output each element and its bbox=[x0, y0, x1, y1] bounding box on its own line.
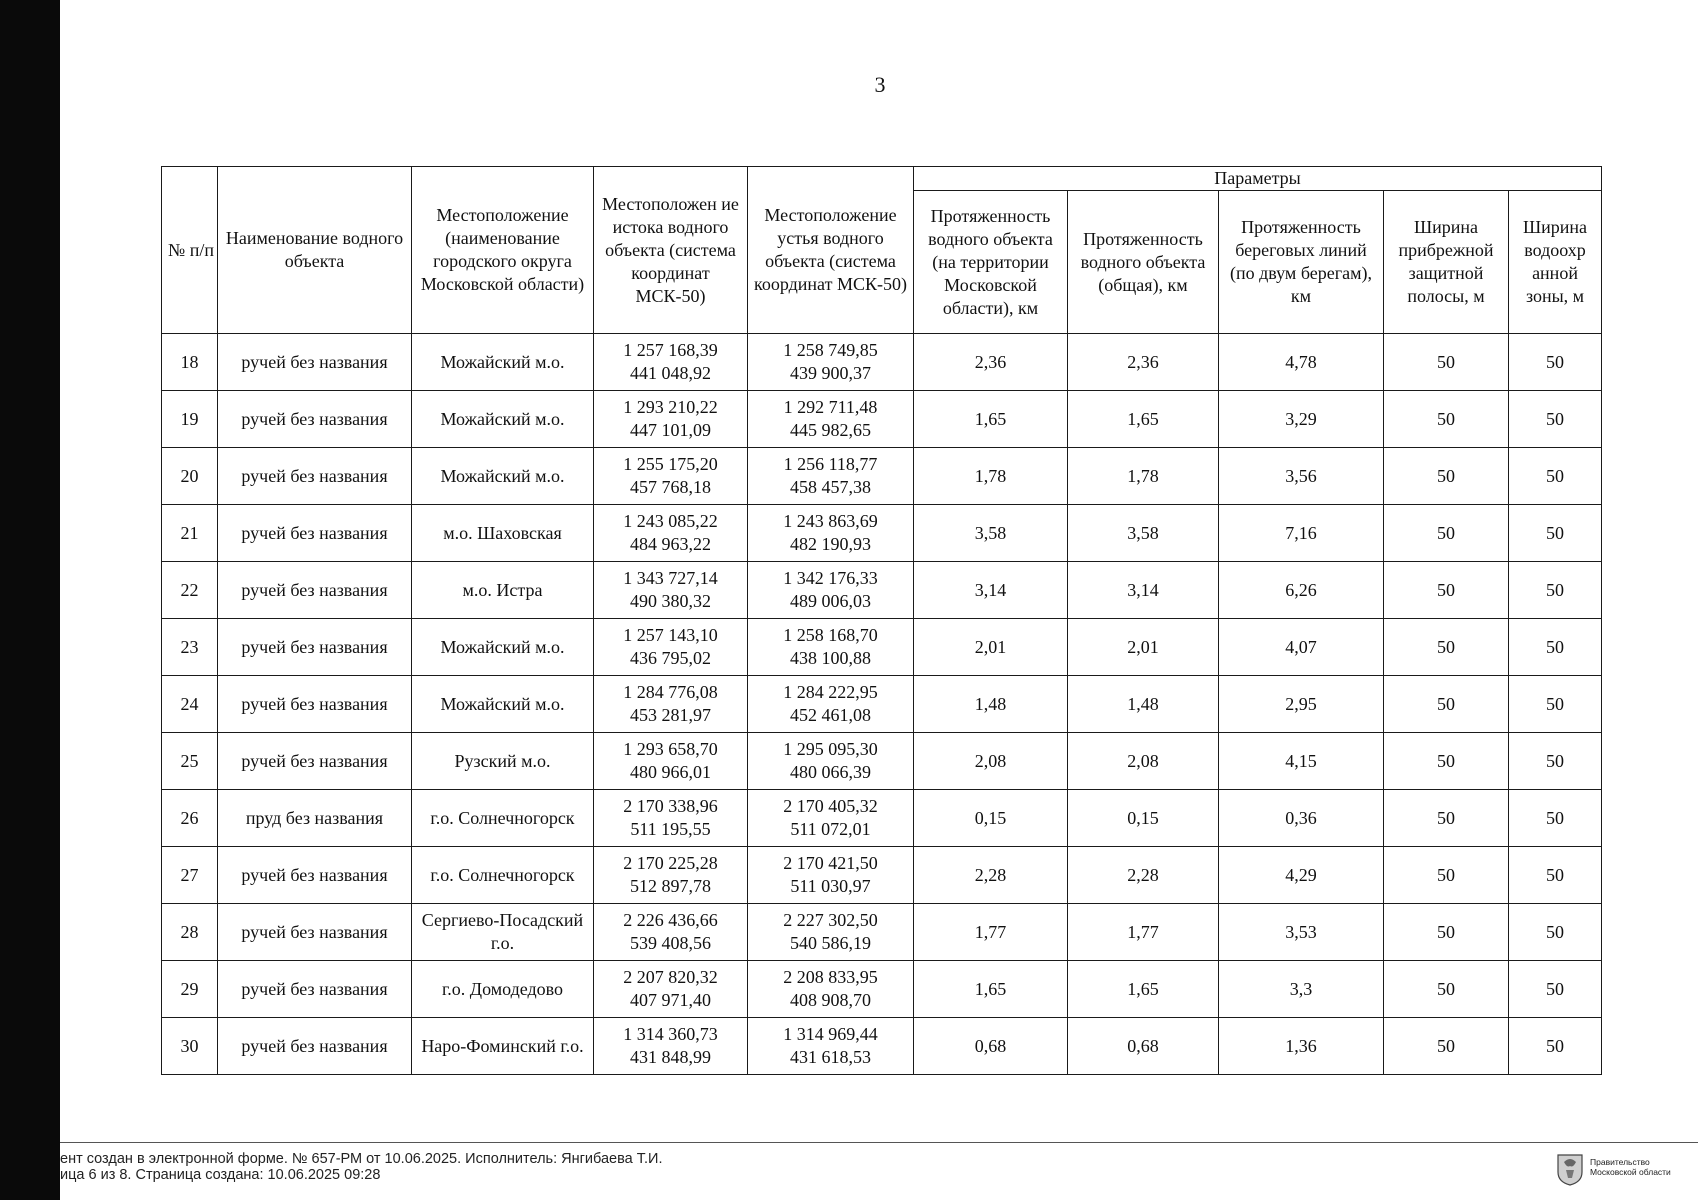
cell-shore-len: 3,3 bbox=[1219, 961, 1384, 1018]
mouth-y: 452 461,08 bbox=[790, 705, 871, 725]
source-y: 436 795,02 bbox=[630, 648, 711, 668]
cell-len-region: 1,65 bbox=[914, 961, 1068, 1018]
cell-mouth bbox=[748, 847, 914, 904]
cell-name: ручей без названия bbox=[218, 562, 412, 619]
cell-source bbox=[594, 391, 748, 448]
table-row bbox=[162, 334, 1602, 391]
cell-num: 23 bbox=[162, 619, 218, 676]
cell-location: м.о. Шаховская bbox=[412, 505, 594, 562]
source-y: 512 897,78 bbox=[630, 876, 711, 896]
cell-strip-width: 50 bbox=[1384, 733, 1509, 790]
cell-source bbox=[594, 733, 748, 790]
cell-shore-len: 6,26 bbox=[1219, 562, 1384, 619]
cell-len-total: 0,68 bbox=[1068, 1018, 1219, 1075]
cell-strip-width: 50 bbox=[1384, 790, 1509, 847]
cell-len-total: 3,58 bbox=[1068, 505, 1219, 562]
cell-location: м.о. Истра bbox=[412, 562, 594, 619]
mouth-x: 2 170 405,32 bbox=[783, 796, 878, 816]
cell-name: ручей без названия bbox=[218, 847, 412, 904]
cell-source bbox=[594, 334, 748, 391]
cell-source bbox=[594, 1018, 748, 1075]
cell-strip-width: 50 bbox=[1384, 961, 1509, 1018]
cell-len-total: 1,65 bbox=[1068, 961, 1219, 1018]
header-name: Наименование водного объекта bbox=[218, 167, 412, 334]
cell-strip-width: 50 bbox=[1384, 847, 1509, 904]
cell-location: Можайский м.о. bbox=[412, 334, 594, 391]
cell-len-total: 3,14 bbox=[1068, 562, 1219, 619]
cell-shore-len: 3,53 bbox=[1219, 904, 1384, 961]
source-y: 453 281,97 bbox=[630, 705, 711, 725]
source-x: 1 255 175,20 bbox=[623, 454, 718, 474]
source-x: 1 343 727,14 bbox=[623, 568, 718, 588]
cell-location: Сергиево-Посадский г.о. bbox=[412, 904, 594, 961]
footer-divider bbox=[60, 1142, 1698, 1143]
cell-len-total: 1,65 bbox=[1068, 391, 1219, 448]
cell-name: ручей без названия bbox=[218, 1018, 412, 1075]
header-strip-width: Ширина прибрежной защитной полосы, м bbox=[1384, 191, 1509, 334]
source-x: 2 226 436,66 bbox=[623, 910, 718, 930]
mouth-x: 1 258 749,85 bbox=[783, 340, 878, 360]
cell-mouth bbox=[748, 904, 914, 961]
cell-name: ручей без названия bbox=[218, 733, 412, 790]
cell-len-region: 2,28 bbox=[914, 847, 1068, 904]
mouth-y: 438 100,88 bbox=[790, 648, 871, 668]
mouth-x: 1 284 222,95 bbox=[783, 682, 878, 702]
cell-location: Можайский м.о. bbox=[412, 619, 594, 676]
cell-shore-len: 4,78 bbox=[1219, 334, 1384, 391]
cell-name: ручей без названия bbox=[218, 334, 412, 391]
cell-zone-width: 50 bbox=[1509, 1018, 1602, 1075]
cell-location: Можайский м.о. bbox=[412, 676, 594, 733]
cell-location: Рузский м.о. bbox=[412, 733, 594, 790]
cell-len-region: 0,15 bbox=[914, 790, 1068, 847]
cell-num: 26 bbox=[162, 790, 218, 847]
cell-num: 19 bbox=[162, 391, 218, 448]
government-label bbox=[1590, 1157, 1671, 1177]
cell-strip-width: 50 bbox=[1384, 676, 1509, 733]
cell-strip-width: 50 bbox=[1384, 334, 1509, 391]
mouth-x: 1 258 168,70 bbox=[783, 625, 878, 645]
table-row bbox=[162, 847, 1602, 904]
table-row bbox=[162, 790, 1602, 847]
cell-len-region: 2,08 bbox=[914, 733, 1068, 790]
source-x: 1 293 210,22 bbox=[623, 397, 718, 417]
cell-len-total: 1,77 bbox=[1068, 904, 1219, 961]
cell-zone-width: 50 bbox=[1509, 619, 1602, 676]
cell-zone-width: 50 bbox=[1509, 505, 1602, 562]
cell-len-region: 1,78 bbox=[914, 448, 1068, 505]
mouth-y: 480 066,39 bbox=[790, 762, 871, 782]
cell-shore-len: 4,15 bbox=[1219, 733, 1384, 790]
source-y: 484 963,22 bbox=[630, 534, 711, 554]
cell-shore-len: 0,36 bbox=[1219, 790, 1384, 847]
cell-zone-width: 50 bbox=[1509, 334, 1602, 391]
table-row bbox=[162, 676, 1602, 733]
cell-mouth bbox=[748, 961, 914, 1018]
cell-num: 20 bbox=[162, 448, 218, 505]
cell-location: Наро-Фоминский г.о. bbox=[412, 1018, 594, 1075]
header-zone-width: Ширина водоохр анной зоны, м bbox=[1509, 191, 1602, 334]
cell-strip-width: 50 bbox=[1384, 562, 1509, 619]
source-y: 441 048,92 bbox=[630, 363, 711, 383]
table-row bbox=[162, 961, 1602, 1018]
footer-line-2: ица 6 из 8. Страница создана: 10.06.2025 09:28 bbox=[60, 1167, 381, 1183]
cell-shore-len: 1,36 bbox=[1219, 1018, 1384, 1075]
cell-source bbox=[594, 904, 748, 961]
table-row bbox=[162, 505, 1602, 562]
cell-zone-width: 50 bbox=[1509, 733, 1602, 790]
mouth-x: 2 227 302,50 bbox=[783, 910, 878, 930]
source-x: 2 170 338,96 bbox=[623, 796, 718, 816]
mouth-x: 2 208 833,95 bbox=[783, 967, 878, 987]
cell-shore-len: 2,95 bbox=[1219, 676, 1384, 733]
cell-name: пруд без названия bbox=[218, 790, 412, 847]
mouth-y: 511 072,01 bbox=[790, 819, 871, 839]
table-row bbox=[162, 619, 1602, 676]
cell-source bbox=[594, 790, 748, 847]
mouth-x: 1 342 176,33 bbox=[783, 568, 878, 588]
cell-strip-width: 50 bbox=[1384, 505, 1509, 562]
cell-mouth bbox=[748, 391, 914, 448]
mouth-x: 1 295 095,30 bbox=[783, 739, 878, 759]
header-source: Местоположен ие истока водного объекта (система координат МСК-50) bbox=[594, 167, 748, 334]
cell-zone-width: 50 bbox=[1509, 904, 1602, 961]
cell-len-total: 1,78 bbox=[1068, 448, 1219, 505]
source-y: 447 101,09 bbox=[630, 420, 711, 440]
cell-zone-width: 50 bbox=[1509, 448, 1602, 505]
mouth-x: 1 292 711,48 bbox=[783, 397, 878, 417]
source-x: 2 207 820,32 bbox=[623, 967, 718, 987]
source-x: 1 257 143,10 bbox=[623, 625, 718, 645]
cell-num: 21 bbox=[162, 505, 218, 562]
source-x: 2 170 225,28 bbox=[623, 853, 718, 873]
table-row bbox=[162, 562, 1602, 619]
cell-len-region: 2,36 bbox=[914, 334, 1068, 391]
cell-num: 22 bbox=[162, 562, 218, 619]
cell-strip-width: 50 bbox=[1384, 448, 1509, 505]
cell-name: ручей без названия bbox=[218, 505, 412, 562]
mouth-y: 511 030,97 bbox=[790, 876, 871, 896]
cell-zone-width: 50 bbox=[1509, 847, 1602, 904]
cell-location: г.о. Солнечногорск bbox=[412, 790, 594, 847]
source-y: 480 966,01 bbox=[630, 762, 711, 782]
source-x: 1 243 085,22 bbox=[623, 511, 718, 531]
header-params: Параметры bbox=[914, 167, 1602, 191]
coat-of-arms-icon bbox=[1556, 1152, 1584, 1186]
cell-source bbox=[594, 847, 748, 904]
cell-shore-len: 3,56 bbox=[1219, 448, 1384, 505]
cell-shore-len: 4,29 bbox=[1219, 847, 1384, 904]
cell-len-total: 2,08 bbox=[1068, 733, 1219, 790]
mouth-y: 408 908,70 bbox=[790, 990, 871, 1010]
source-x: 1 284 776,08 bbox=[623, 682, 718, 702]
cell-source bbox=[594, 505, 748, 562]
cell-num: 27 bbox=[162, 847, 218, 904]
cell-mouth bbox=[748, 505, 914, 562]
source-y: 511 195,55 bbox=[630, 819, 711, 839]
source-x: 1 293 658,70 bbox=[623, 739, 718, 759]
header-location: Местоположение (наименование городского округа Московской области) bbox=[412, 167, 594, 334]
cell-shore-len: 4,07 bbox=[1219, 619, 1384, 676]
cell-len-region: 0,68 bbox=[914, 1018, 1068, 1075]
mouth-y: 439 900,37 bbox=[790, 363, 871, 383]
cell-mouth bbox=[748, 790, 914, 847]
cell-strip-width: 50 bbox=[1384, 391, 1509, 448]
cell-name: ручей без названия bbox=[218, 448, 412, 505]
cell-source bbox=[594, 562, 748, 619]
footer-info bbox=[60, 1151, 662, 1183]
header-len-total: Протяженность водного объекта (общая), км bbox=[1068, 191, 1219, 334]
footer-line-1: ент создан в электронной форме. № 657-РМ от 10.06.2025. Исполнитель: Янгибаева Т.И. bbox=[60, 1151, 663, 1167]
cell-num: 25 bbox=[162, 733, 218, 790]
cell-mouth bbox=[748, 733, 914, 790]
cell-source bbox=[594, 676, 748, 733]
header-len-region: Протяженность водного объекта (на территории Московской области), км bbox=[914, 191, 1068, 334]
cell-shore-len: 3,29 bbox=[1219, 391, 1384, 448]
cell-source bbox=[594, 448, 748, 505]
cell-len-region: 3,14 bbox=[914, 562, 1068, 619]
source-y: 407 971,40 bbox=[630, 990, 711, 1010]
cell-mouth bbox=[748, 619, 914, 676]
cell-strip-width: 50 bbox=[1384, 904, 1509, 961]
mouth-x: 2 170 421,50 bbox=[783, 853, 878, 873]
cell-len-total: 2,01 bbox=[1068, 619, 1219, 676]
cell-name: ручей без названия bbox=[218, 619, 412, 676]
page-number: 3 bbox=[874, 72, 886, 97]
cell-len-region: 3,58 bbox=[914, 505, 1068, 562]
table-row bbox=[162, 448, 1602, 505]
cell-num: 28 bbox=[162, 904, 218, 961]
mouth-y: 458 457,38 bbox=[790, 477, 871, 497]
cell-num: 24 bbox=[162, 676, 218, 733]
table-row bbox=[162, 1018, 1602, 1075]
government-label-line-1: Правительство bbox=[1590, 1157, 1650, 1167]
cell-name: ручей без названия bbox=[218, 391, 412, 448]
cell-len-total: 2,36 bbox=[1068, 334, 1219, 391]
cell-mouth bbox=[748, 562, 914, 619]
mouth-x: 1 243 863,69 bbox=[783, 511, 878, 531]
cell-len-region: 1,65 bbox=[914, 391, 1068, 448]
cell-len-region: 1,48 bbox=[914, 676, 1068, 733]
cell-strip-width: 50 bbox=[1384, 1018, 1509, 1075]
cell-len-total: 0,15 bbox=[1068, 790, 1219, 847]
mouth-x: 1 314 969,44 bbox=[783, 1024, 878, 1044]
cell-zone-width: 50 bbox=[1509, 562, 1602, 619]
source-y: 431 848,99 bbox=[630, 1047, 711, 1067]
cell-location: Можайский м.о. bbox=[412, 391, 594, 448]
cell-zone-width: 50 bbox=[1509, 961, 1602, 1018]
mouth-y: 431 618,53 bbox=[790, 1047, 871, 1067]
source-y: 539 408,56 bbox=[630, 933, 711, 953]
cell-len-region: 2,01 bbox=[914, 619, 1068, 676]
cell-source bbox=[594, 961, 748, 1018]
header-shore-len: Протяженность береговых линий (по двум берегам), км bbox=[1219, 191, 1384, 334]
cell-location: Можайский м.о. bbox=[412, 448, 594, 505]
government-label-line-2: Московской области bbox=[1590, 1167, 1671, 1177]
cell-name: ручей без названия bbox=[218, 904, 412, 961]
mouth-y: 540 586,19 bbox=[790, 933, 871, 953]
cell-name: ручей без названия bbox=[218, 961, 412, 1018]
header-mouth: Местоположение устья водного объекта (система координат МСК-50) bbox=[748, 167, 914, 334]
cell-mouth bbox=[748, 448, 914, 505]
water-objects-table bbox=[161, 166, 1602, 1075]
cell-zone-width: 50 bbox=[1509, 790, 1602, 847]
source-y: 490 380,32 bbox=[630, 591, 711, 611]
table-row bbox=[162, 391, 1602, 448]
cell-num: 29 bbox=[162, 961, 218, 1018]
mouth-y: 482 190,93 bbox=[790, 534, 871, 554]
cell-len-total: 1,48 bbox=[1068, 676, 1219, 733]
source-x: 1 257 168,39 bbox=[623, 340, 718, 360]
cell-mouth bbox=[748, 1018, 914, 1075]
cell-location: г.о. Солнечногорск bbox=[412, 847, 594, 904]
cell-len-region: 1,77 bbox=[914, 904, 1068, 961]
cell-zone-width: 50 bbox=[1509, 676, 1602, 733]
table-row bbox=[162, 733, 1602, 790]
cell-name: ручей без названия bbox=[218, 676, 412, 733]
mouth-y: 489 006,03 bbox=[790, 591, 871, 611]
header-num: № п/п bbox=[162, 167, 218, 334]
cell-mouth bbox=[748, 334, 914, 391]
scan-edge-bar bbox=[0, 0, 60, 1200]
cell-len-total: 2,28 bbox=[1068, 847, 1219, 904]
mouth-x: 1 256 118,77 bbox=[783, 454, 878, 474]
cell-location: г.о. Домодедово bbox=[412, 961, 594, 1018]
source-y: 457 768,18 bbox=[630, 477, 711, 497]
cell-num: 18 bbox=[162, 334, 218, 391]
cell-mouth bbox=[748, 676, 914, 733]
cell-source bbox=[594, 619, 748, 676]
cell-strip-width: 50 bbox=[1384, 619, 1509, 676]
cell-zone-width: 50 bbox=[1509, 391, 1602, 448]
source-x: 1 314 360,73 bbox=[623, 1024, 718, 1044]
cell-shore-len: 7,16 bbox=[1219, 505, 1384, 562]
table-row bbox=[162, 904, 1602, 961]
cell-num: 30 bbox=[162, 1018, 218, 1075]
mouth-y: 445 982,65 bbox=[790, 420, 871, 440]
